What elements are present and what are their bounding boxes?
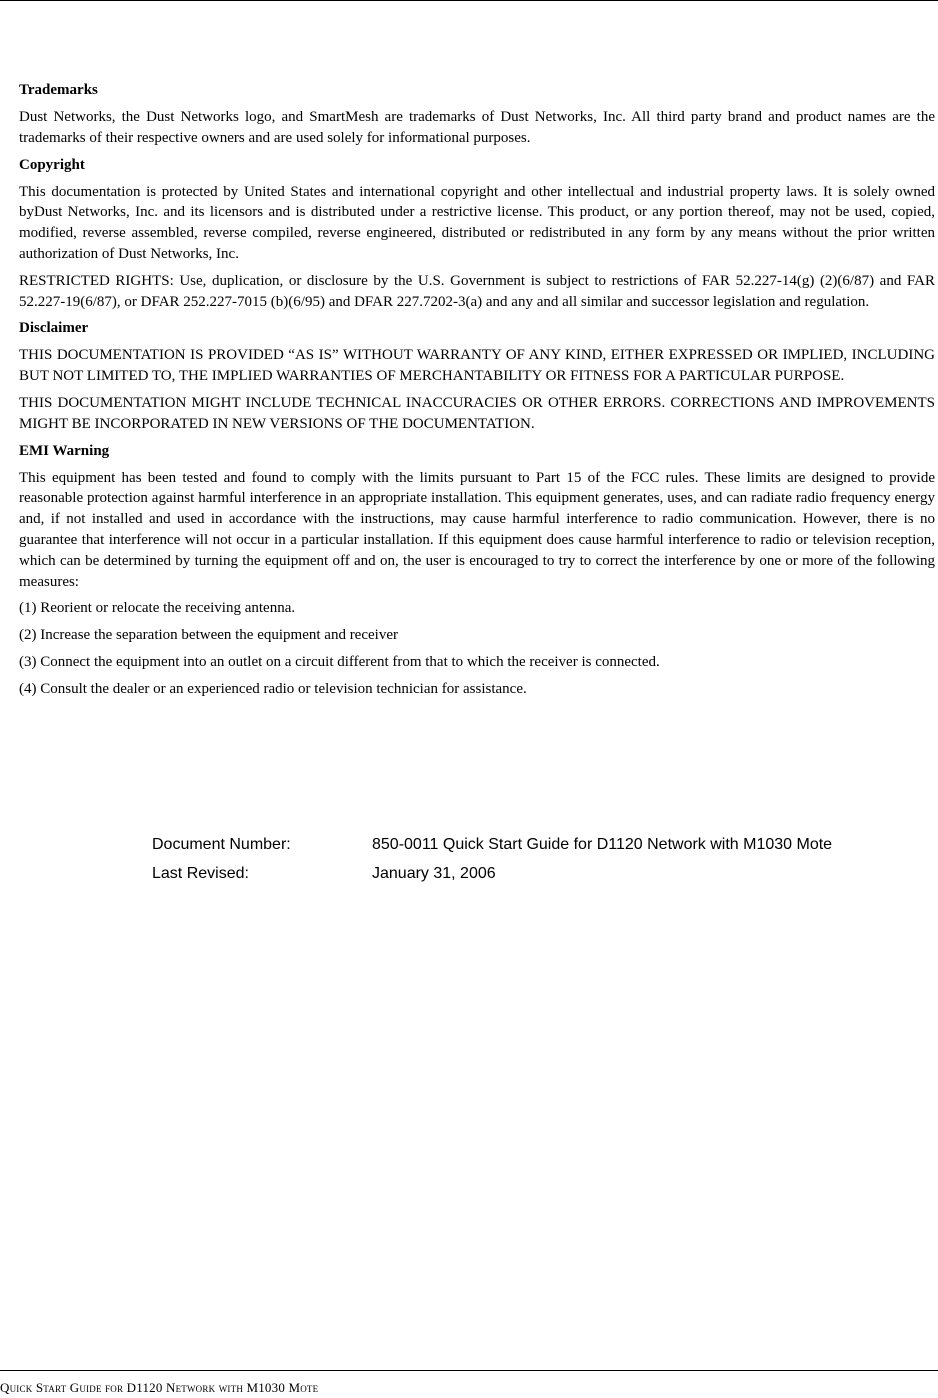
top-rule: [0, 0, 938, 1]
trademarks-body: Dust Networks, the Dust Networks logo, and SmartMesh are trademarks of Dust Networks, Inc. All third party brand and product names are the trademarks of their respective owners and are used solely for informational purposes.: [19, 109, 935, 146]
disclaimer-heading: Disclaimer: [19, 320, 89, 337]
disclaimer-body-2: THIS DOCUMENTATION MIGHT INCLUDE TECHNICAL INACCURACIES OR OTHER ERRORS. CORRECTIONS AND IMPROVEMENTS MIGHT BE INCORPORATED IN NEW VERSIONS OF THE DOCUMENTATION.: [19, 394, 935, 432]
trademarks-heading: Trademarks: [19, 82, 98, 98]
document-number-value: 850-0011 Quick Start Guide for D1120 Network with M1030 Mote: [372, 836, 833, 853]
legal-content: [19, 80, 935, 706]
emi-measure-item: (4) Consult the dealer or an experienced radio or television technician for assistance.: [19, 681, 527, 698]
emi-measure-item: (1) Reorient or relocate the receiving antenna.: [19, 600, 296, 617]
running-footer: Quick Start Guide for D1120 Network with M1030 Mote: [0, 1380, 319, 1395]
document-number-row: [152, 834, 832, 863]
emi-warning-body: This equipment has been tested and found to comply with the limits pursuant to Part 15 of the FCC rules. These limits are designed to provide reasonable protection against harmful interference in an appropriate installation. This equipment generates, uses, and can radiate radio frequency energy and, if not installed and used in accordance with the instructions, may cause harmful interference to radio communication. However, there is no guarantee that interference will not occur in a particular installation. If this equipment does cause harmful interference to radio or television reception, which can be determined by turning the equipment off and on, the user is encouraged to try to correct the interference by one or more of the following measures:: [19, 469, 935, 590]
emi-warning-heading: EMI Warning: [19, 442, 110, 459]
document-info: [152, 834, 832, 892]
last-revised-label: Last Revised:: [152, 865, 249, 882]
emi-measure-item: (2) Increase the separation between the equipment and receiver: [19, 627, 398, 644]
document-number-label: Document Number:: [152, 836, 291, 853]
restricted-rights-body: RESTRICTED RIGHTS: Use, duplication, or disclosure by the U.S. Government is subject to restrictions of FAR 52.227-14(g) (2)(6/87) and FAR 52.227-19(6/87), or DFAR 252.227-7015 (b)(6/95) and DFAR 227.7202-3(a) and any and all similar and successor legislation and regulation.: [19, 272, 935, 310]
copyright-body: This documentation is protected by United States and international copyright and other intellectual and industrial property laws. It is solely owned byDust Networks, Inc. and its licensors and is distributed under a restrictive license. This product, or any portion thereof, may not be used, copied, modified, reverse assembled, reverse compiled, reverse engineered, distributed or redistributed in any form by any means without the prior written authorization of Dust Networks, Inc.: [19, 183, 935, 262]
disclaimer-body-1: THIS DOCUMENTATION IS PROVIDED “AS IS” WITHOUT WARRANTY OF ANY KIND, EITHER EXPRESSED OR IMPLIED, INCLUDING BUT NOT LIMITED TO, THE IMPLIED WARRANTIES OF MERCHANTABILITY OR FITNESS FOR A PARTICULAR PURPOSE.: [19, 347, 935, 385]
footer-rule: [0, 1370, 938, 1371]
copyright-heading: Copyright: [19, 156, 85, 173]
last-revised-value: January 31, 2006: [372, 865, 496, 882]
emi-measure-item: (3) Connect the equipment into an outlet on a circuit different from that to which the receiver is connected.: [19, 654, 660, 671]
last-revised-row: [152, 863, 832, 892]
